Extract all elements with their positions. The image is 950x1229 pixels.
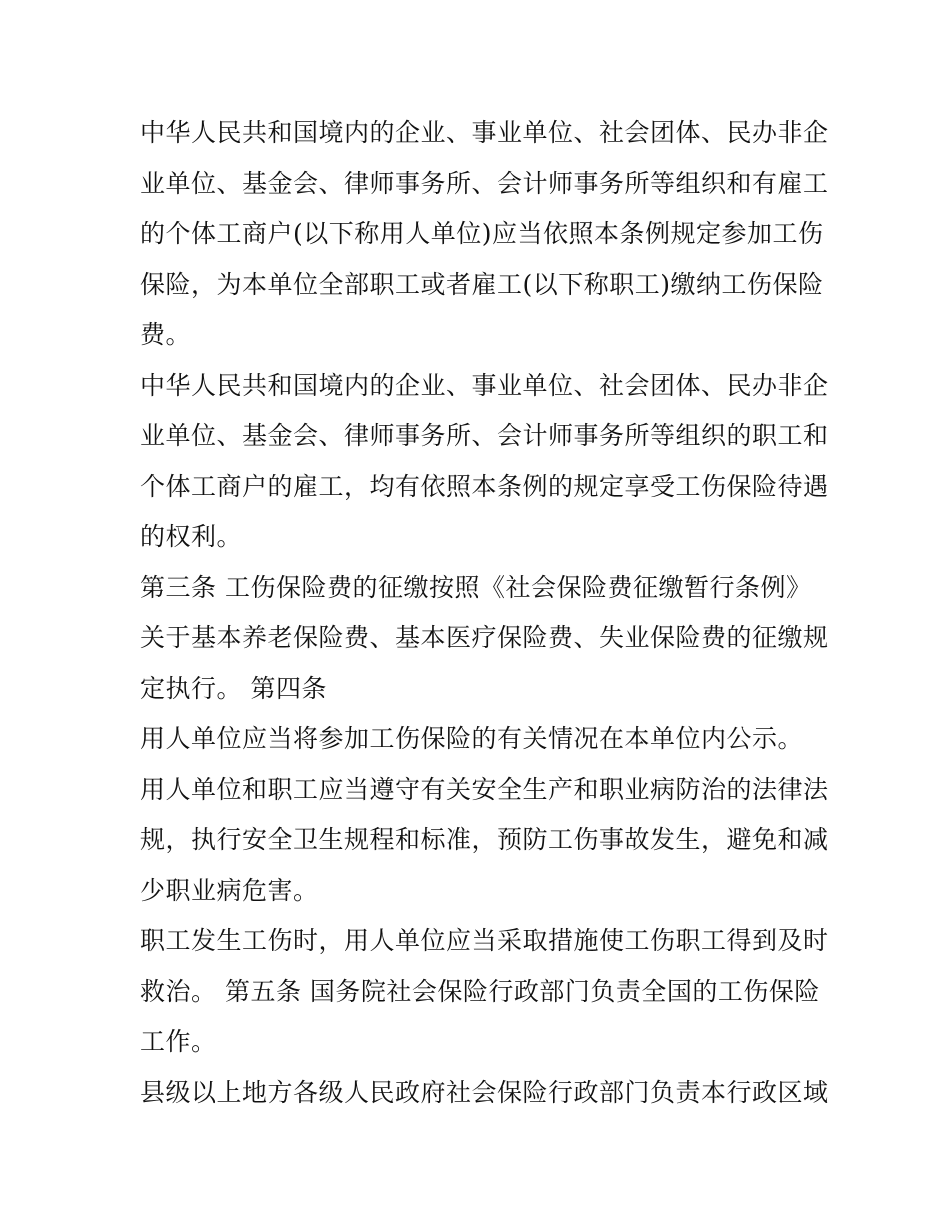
text-line: 职工发生工伤时，用人单位应当采取措施使工伤职工得到及时 <box>140 926 829 955</box>
text-line: 业单位、基金会、律师事务所、会计师事务所等组织和有雇工 <box>140 168 829 198</box>
text-line: 工作。 <box>140 1027 217 1056</box>
text-line: 救治。 第五条 国务院社会保险行政部门负责全国的工伤保险 <box>140 976 820 1006</box>
text-line: 保险，为本单位全部职工或者雇工(以下称职工)缴纳工伤保险 <box>140 269 824 299</box>
text-line: 的个体工商户(以下称用人单位)应当依照本条例规定参加工伤 <box>140 219 824 248</box>
text-line: 定执行。 第四条 <box>140 673 327 703</box>
document-body <box>140 108 829 1118</box>
text-line: 少职业病危害。 <box>140 875 319 905</box>
text-line: 费。 <box>140 320 192 349</box>
text-line: 个体工商户的雇工，均有依照本条例的规定享受工伤保险待遇 <box>140 471 829 501</box>
text-line: 的权利。 <box>140 522 243 551</box>
text-line: 用人单位和职工应当遵守有关安全生产和职业病防治的法律法 <box>140 774 829 804</box>
text-line: 中华人民共和国境内的企业、事业单位、社会团体、民办非企 <box>140 118 829 147</box>
text-line: 规，执行安全卫生规程和标准，预防工伤事故发生，避免和减 <box>140 825 829 854</box>
text-line: 业单位、基金会、律师事务所、会计师事务所等组织的职工和 <box>140 421 829 450</box>
text-line: 县级以上地方各级人民政府社会保险行政部门负责本行政区域 <box>140 1077 829 1107</box>
text-line: 第三条 工伤保险费的征缴按照《社会保险费征缴暂行条例》 <box>140 572 812 602</box>
text-line: 用人单位应当将参加工伤保险的有关情况在本单位内公示。 <box>140 724 804 753</box>
text-line: 关于基本养老保险费、基本医疗保险费、失业保险费的征缴规 <box>140 623 829 652</box>
text-line: 中华人民共和国境内的企业、事业单位、社会团体、民办非企 <box>140 370 829 400</box>
